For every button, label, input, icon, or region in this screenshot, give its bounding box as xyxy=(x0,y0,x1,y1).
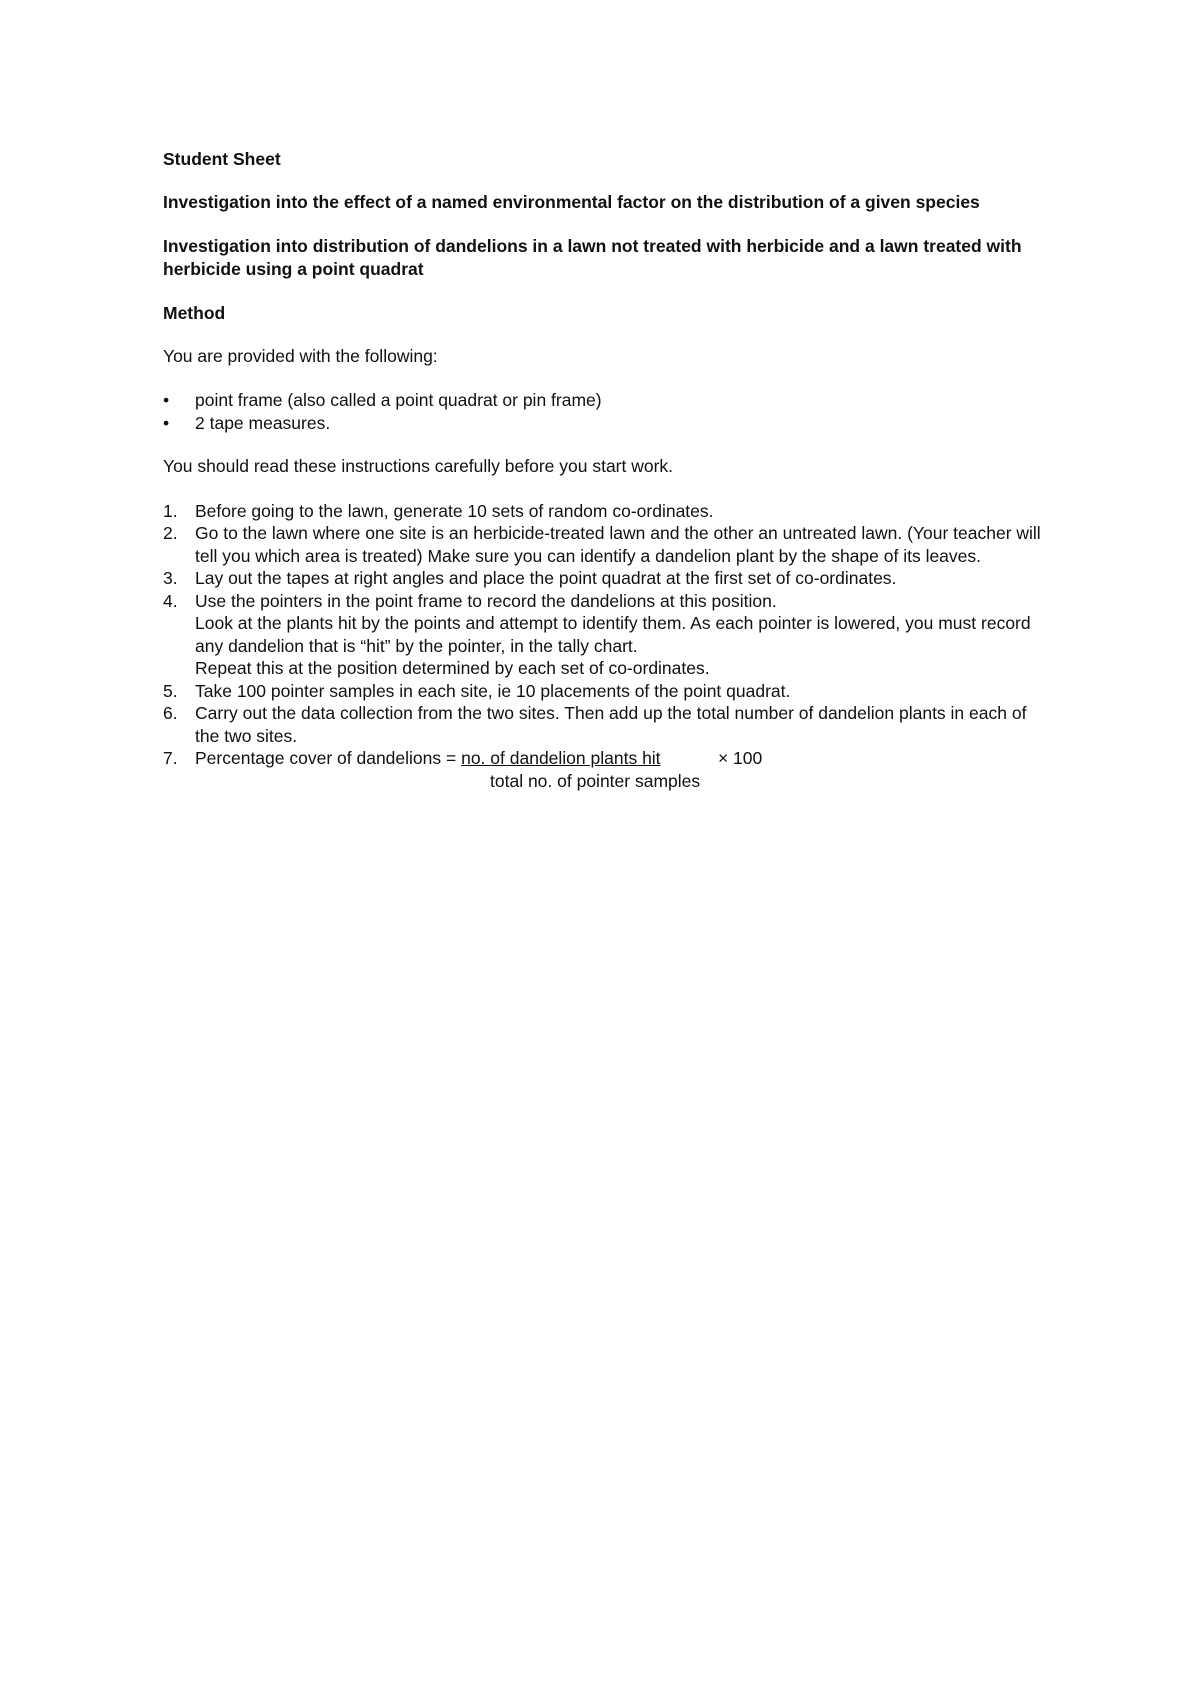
formula-line xyxy=(195,747,1043,770)
method-step xyxy=(163,522,1043,567)
step-text: Lay out the tapes at right angles and place the point quadrat at the first set of co-ordinates. xyxy=(195,568,897,588)
method-step xyxy=(163,680,1043,703)
step-number: 5. xyxy=(163,680,178,701)
formula-denominator: total no. of pointer samples xyxy=(490,770,701,791)
step-text: Before going to the lawn, generate 10 sets of random co-ordinates. xyxy=(195,500,714,521)
read-instructions-text: You should read these instructions carefully before you start work. xyxy=(163,456,674,476)
step-text: Use the pointers in the point frame to record the dandelions at this position. xyxy=(195,590,777,611)
step-text: Carry out the data collection from the two sites. Then add up the total number of dandelion plants in each of the two sites. xyxy=(195,703,1027,746)
investigation-heading-general: Investigation into the effect of a named environmental factor on the distribution of a given species xyxy=(163,191,980,212)
step-text: Repeat this at the position determined by each set of co-ordinates. xyxy=(195,658,710,678)
formula-multiplier: × 100 xyxy=(717,748,763,768)
materials-list xyxy=(163,389,1043,434)
step-number: 1. xyxy=(163,500,178,521)
step-number: 4. xyxy=(163,590,178,611)
step-text: Take 100 pointer samples in each site, ie 10 placements of the point quadrat. xyxy=(195,680,791,701)
material-item: • 2 tape measures. xyxy=(163,412,1043,435)
step-text: Go to the lawn where one site is an herbicide-treated lawn and the other an untreated lawn. (Your teacher will tell you which area is treated) Make sure you can identify a dandelion plant by the shape of its leaves. xyxy=(195,523,1041,566)
sheet-title: Student Sheet xyxy=(163,149,281,169)
investigation-heading-specific: Investigation into distribution of dandelions in a lawn not treated with herbicide and a lawn treated with herbicide using a point quadrat xyxy=(163,236,1022,279)
step-number: 7. xyxy=(163,748,178,768)
formula-label: Percentage cover of dandelions = xyxy=(195,748,457,768)
method-step xyxy=(163,567,1043,590)
step-number: 3. xyxy=(163,568,178,588)
material-item: • point frame (also called a point quadrat or pin frame) xyxy=(163,389,1043,412)
step-text: Look at the plants hit by the points and attempt to identify them. As each pointer is lowered, you must record any dandelion that is “hit” by the pointer, in the tally chart. xyxy=(195,613,1031,656)
step-number: 6. xyxy=(163,703,178,723)
method-heading: Method xyxy=(163,303,226,323)
step-number: 2. xyxy=(163,523,178,543)
method-step xyxy=(163,702,1043,747)
method-steps-list xyxy=(163,500,1043,793)
method-step-formula xyxy=(163,747,1043,792)
formula-numerator: no. of dandelion plants hit xyxy=(461,748,661,768)
provided-intro: You are provided with the following: xyxy=(163,345,438,366)
student-sheet-page xyxy=(163,148,1043,792)
method-step xyxy=(163,590,1043,680)
method-step xyxy=(163,500,1043,523)
